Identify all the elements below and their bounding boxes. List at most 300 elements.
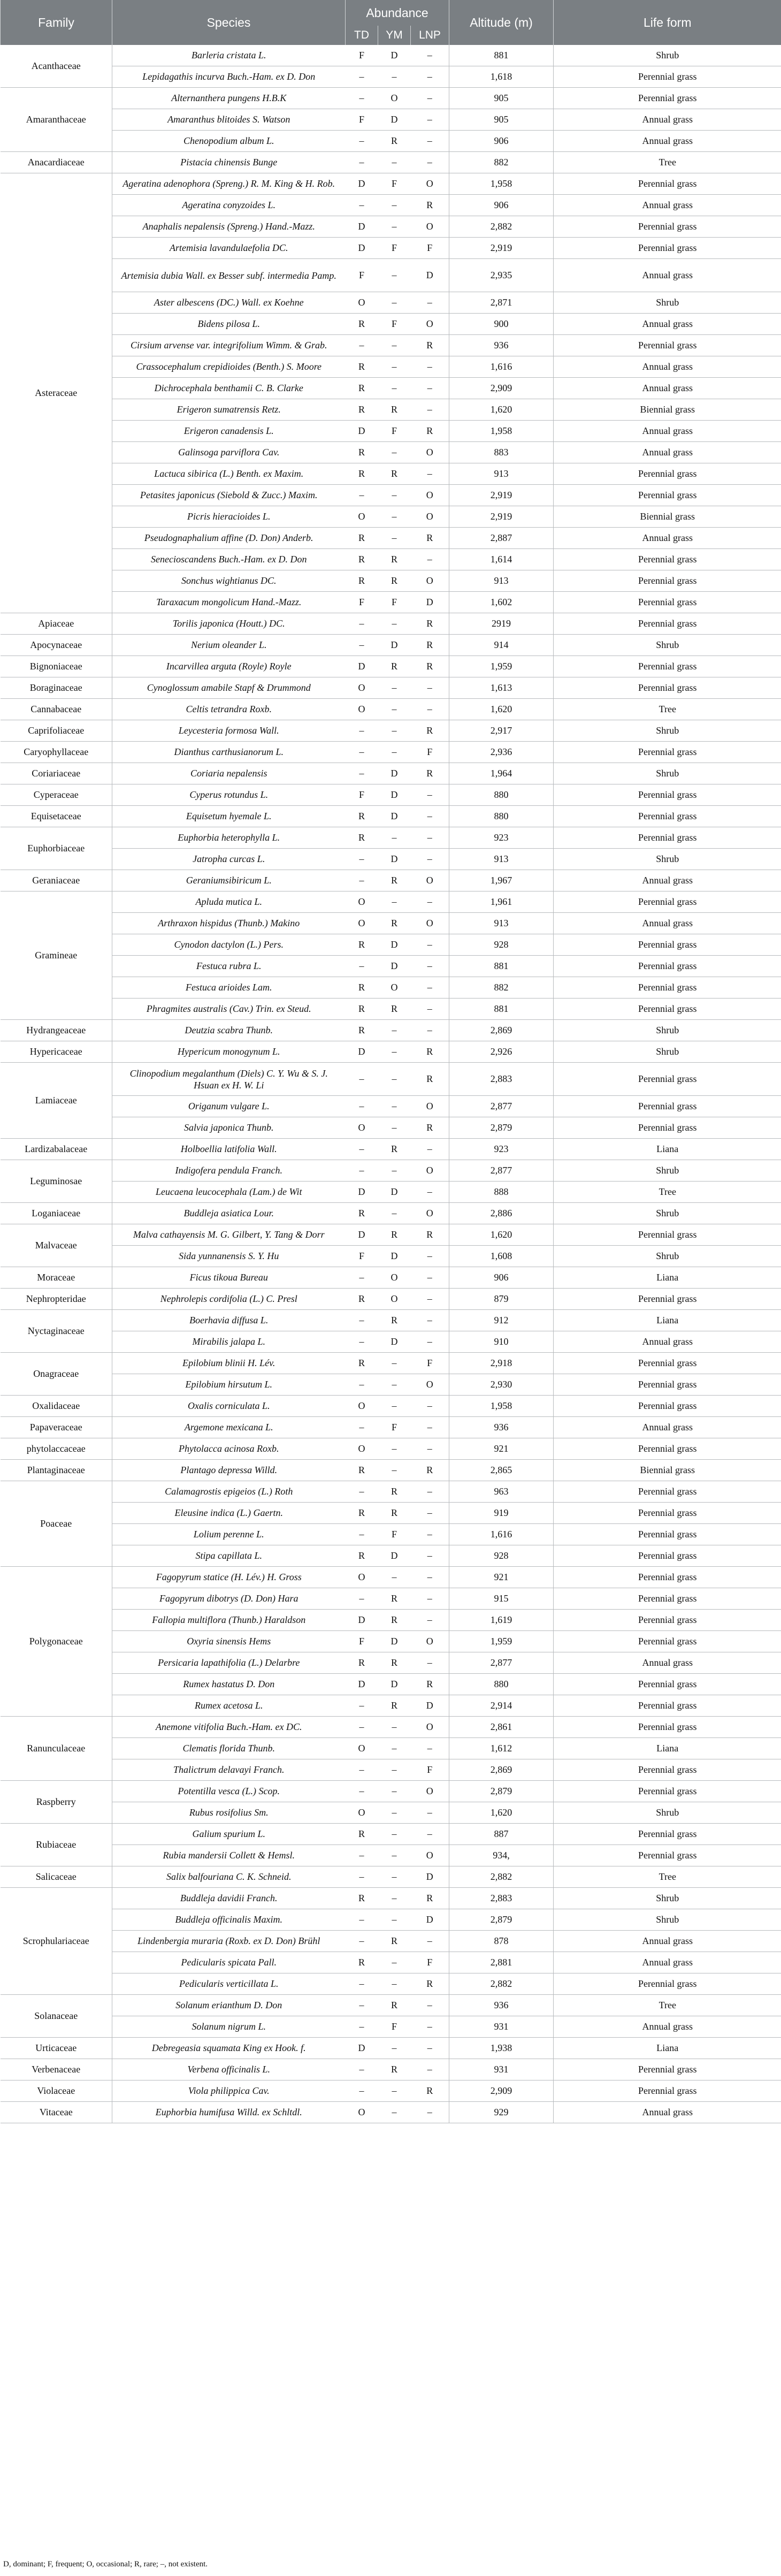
lnp-cell: –: [411, 1545, 449, 1567]
altitude-cell: 1,613: [449, 677, 554, 699]
table-row: [1, 1503, 781, 1524]
life-form-cell: Shrub: [554, 1909, 781, 1931]
life-form-cell: Perennial grass: [554, 1289, 781, 1310]
ym-cell: F: [378, 314, 411, 335]
family-cell: Euphorbiaceae: [1, 827, 112, 870]
altitude-cell: 2,886: [449, 1203, 554, 1224]
ym-cell: –: [378, 356, 411, 378]
ym-cell: O: [378, 1267, 411, 1289]
lnp-cell: –: [411, 1182, 449, 1203]
family-cell: Bignoniaceae: [1, 656, 112, 677]
table-row: [1, 849, 781, 870]
life-form-cell: Perennial grass: [554, 463, 781, 485]
altitude-cell: 2,877: [449, 1096, 554, 1117]
lnp-cell: –: [411, 152, 449, 173]
table-row: [1, 152, 781, 173]
table-body: [1, 45, 781, 2123]
td-cell: –: [346, 613, 378, 635]
species-cell: Lolium perenne L.: [112, 1524, 346, 1545]
species-cell: Cynoglossum amabile Stapf & Drummond: [112, 677, 346, 699]
ym-cell: –: [378, 66, 411, 88]
altitude-cell: 2,926: [449, 1041, 554, 1063]
td-cell: R: [346, 999, 378, 1020]
lnp-cell: –: [411, 1567, 449, 1588]
species-cell: Oxalis corniculata L.: [112, 1396, 346, 1417]
life-form-cell: Perennial grass: [554, 173, 781, 195]
lnp-cell: R: [411, 1674, 449, 1695]
table-row: [1, 109, 781, 131]
table-row: [1, 399, 781, 421]
table-row: [1, 1524, 781, 1545]
ym-cell: –: [378, 720, 411, 742]
species-cell: Erigeron canadensis L.: [112, 421, 346, 442]
altitude-cell: 2,930: [449, 1374, 554, 1396]
species-cell: Leycesteria formosa Wall.: [112, 720, 346, 742]
life-form-cell: Liana: [554, 2038, 781, 2059]
table-row: [1, 1802, 781, 1824]
species-cell: Cyperus rotundus L.: [112, 784, 346, 806]
lnp-cell: –: [411, 1503, 449, 1524]
family-cell: Polygonaceae: [1, 1567, 112, 1717]
lnp-cell: R: [411, 335, 449, 356]
family-cell: Apocynaceae: [1, 635, 112, 656]
life-form-cell: Annual grass: [554, 1417, 781, 1438]
life-form-cell: Perennial grass: [554, 1063, 781, 1096]
table-row: [1, 356, 781, 378]
td-cell: R: [346, 570, 378, 592]
ym-cell: –: [378, 152, 411, 173]
ym-cell: R: [378, 1931, 411, 1952]
td-cell: O: [346, 2102, 378, 2123]
family-cell: Urticaceae: [1, 2038, 112, 2059]
table-row: [1, 1182, 781, 1203]
ym-cell: –: [378, 1717, 411, 1738]
family-cell: Boraginaceae: [1, 677, 112, 699]
life-form-cell: Perennial grass: [554, 2059, 781, 2080]
ym-cell: –: [378, 1759, 411, 1781]
ym-cell: –: [378, 613, 411, 635]
life-form-cell: Perennial grass: [554, 999, 781, 1020]
table-row: [1, 934, 781, 956]
altitude-cell: 906: [449, 131, 554, 152]
family-cell: Plantaginaceae: [1, 1460, 112, 1481]
table-row: [1, 528, 781, 549]
ym-cell: R: [378, 463, 411, 485]
ym-cell: –: [378, 485, 411, 506]
table-row: [1, 699, 781, 720]
species-cell: Artemisia dubia Wall. ex Besser subf. intermedia Pamp.: [112, 259, 346, 292]
ym-cell: D: [378, 1674, 411, 1695]
td-cell: –: [346, 2080, 378, 2102]
species-cell: Cirsium arvense var. integrifolium Wimm. & Grab.: [112, 335, 346, 356]
ym-cell: F: [378, 1417, 411, 1438]
life-form-cell: Perennial grass: [554, 2080, 781, 2102]
life-form-cell: Perennial grass: [554, 784, 781, 806]
table-row: [1, 1824, 781, 1845]
lnp-cell: –: [411, 1438, 449, 1460]
table-row: [1, 442, 781, 463]
td-cell: R: [346, 314, 378, 335]
ym-cell: –: [378, 1160, 411, 1182]
td-cell: –: [346, 131, 378, 152]
life-form-cell: Perennial grass: [554, 1567, 781, 1588]
lnp-cell: O: [411, 1717, 449, 1738]
lnp-cell: F: [411, 1353, 449, 1374]
lnp-cell: O: [411, 1845, 449, 1866]
table-row: [1, 1631, 781, 1652]
td-cell: –: [346, 635, 378, 656]
td-cell: R: [346, 1353, 378, 1374]
lnp-cell: –: [411, 1417, 449, 1438]
altitude-cell: 936: [449, 1417, 554, 1438]
life-form-cell: Perennial grass: [554, 592, 781, 613]
altitude-cell: 2,871: [449, 292, 554, 314]
td-cell: F: [346, 1246, 378, 1267]
life-form-cell: Perennial grass: [554, 1224, 781, 1246]
life-form-cell: Perennial grass: [554, 1438, 781, 1460]
altitude-cell: 2,877: [449, 1160, 554, 1182]
ym-cell: O: [378, 1289, 411, 1310]
lnp-cell: –: [411, 1396, 449, 1417]
life-form-cell: Perennial grass: [554, 1481, 781, 1503]
altitude-cell: 2,919: [449, 485, 554, 506]
species-cell: Rubia mandersii Collett & Hemsl.: [112, 1845, 346, 1866]
lnp-cell: R: [411, 763, 449, 784]
life-form-cell: Biennial grass: [554, 399, 781, 421]
life-form-cell: Annual grass: [554, 109, 781, 131]
table-row: [1, 314, 781, 335]
td-cell: R: [346, 934, 378, 956]
species-cell: Ageratina conyzoides L.: [112, 195, 346, 216]
table-row: [1, 1888, 781, 1909]
altitude-cell: 929: [449, 2102, 554, 2123]
altitude-cell: 1,612: [449, 1738, 554, 1759]
family-cell: Rubiaceae: [1, 1824, 112, 1866]
life-form-cell: Perennial grass: [554, 1545, 781, 1567]
altitude-cell: 905: [449, 88, 554, 109]
td-cell: –: [346, 195, 378, 216]
species-cell: Pedicularis spicata Pall.: [112, 1952, 346, 1973]
life-form-cell: Shrub: [554, 1203, 781, 1224]
table-row: [1, 131, 781, 152]
family-cell: Scrophulariaceae: [1, 1888, 112, 1995]
altitude-cell: 1,961: [449, 891, 554, 913]
species-cell: Persicaria lapathifolia (L.) Delarbre: [112, 1652, 346, 1674]
lnp-cell: –: [411, 2059, 449, 2080]
species-cell: Holboellia latifolia Wall.: [112, 1139, 346, 1160]
altitude-cell: 880: [449, 784, 554, 806]
table-row: [1, 1781, 781, 1802]
lnp-cell: –: [411, 1481, 449, 1503]
family-cell: phytolaccaceae: [1, 1438, 112, 1460]
lnp-cell: –: [411, 131, 449, 152]
lnp-cell: –: [411, 956, 449, 977]
td-cell: R: [346, 1020, 378, 1041]
species-cell: Lactuca sibirica (L.) Benth. ex Maxim.: [112, 463, 346, 485]
table-row: [1, 1096, 781, 1117]
life-form-cell: Tree: [554, 1182, 781, 1203]
ym-cell: D: [378, 849, 411, 870]
life-form-cell: Perennial grass: [554, 891, 781, 913]
lnp-cell: –: [411, 1246, 449, 1267]
family-cell: Cannabaceae: [1, 699, 112, 720]
header-abundance: Abundance: [346, 0, 449, 26]
table-row: [1, 506, 781, 528]
td-cell: O: [346, 1738, 378, 1759]
life-form-cell: Perennial grass: [554, 549, 781, 570]
species-cell: Malva cathayensis M. G. Gilbert, Y. Tang & Dorr: [112, 1224, 346, 1246]
td-cell: –: [346, 1417, 378, 1438]
life-form-cell: Perennial grass: [554, 1524, 781, 1545]
lnp-cell: –: [411, 1588, 449, 1610]
lnp-cell: –: [411, 1824, 449, 1845]
lnp-cell: F: [411, 742, 449, 763]
lnp-cell: R: [411, 1460, 449, 1481]
altitude-cell: 2,936: [449, 742, 554, 763]
altitude-cell: 1,959: [449, 656, 554, 677]
header-family: Family: [1, 0, 112, 45]
td-cell: D: [346, 173, 378, 195]
life-form-cell: Perennial grass: [554, 934, 781, 956]
td-cell: –: [346, 1524, 378, 1545]
life-form-cell: Shrub: [554, 1246, 781, 1267]
td-cell: O: [346, 891, 378, 913]
lnp-cell: O: [411, 173, 449, 195]
life-form-cell: Perennial grass: [554, 1396, 781, 1417]
species-cell: Geraniumsibiricum L.: [112, 870, 346, 891]
table-row: [1, 2059, 781, 2080]
species-cell: Solanum erianthum D. Don: [112, 1995, 346, 2016]
family-cell: Apiaceae: [1, 613, 112, 635]
td-cell: O: [346, 506, 378, 528]
species-cell: Phytolacca acinosa Roxb.: [112, 1438, 346, 1460]
life-form-cell: Liana: [554, 1738, 781, 1759]
ym-cell: D: [378, 1246, 411, 1267]
table-row: [1, 956, 781, 977]
ym-cell: –: [378, 1567, 411, 1588]
td-cell: O: [346, 913, 378, 934]
ym-cell: F: [378, 2016, 411, 2038]
td-cell: –: [346, 2059, 378, 2080]
td-cell: –: [346, 720, 378, 742]
altitude-cell: 1,608: [449, 1246, 554, 1267]
species-cell: Pistacia chinensis Bunge: [112, 152, 346, 173]
life-form-cell: Liana: [554, 1267, 781, 1289]
life-form-cell: Annual grass: [554, 1652, 781, 1674]
lnp-cell: R: [411, 528, 449, 549]
family-cell: Raspberry: [1, 1781, 112, 1824]
td-cell: –: [346, 1866, 378, 1888]
family-cell: Loganiaceae: [1, 1203, 112, 1224]
altitude-cell: 881: [449, 999, 554, 1020]
altitude-cell: 913: [449, 463, 554, 485]
lnp-cell: –: [411, 827, 449, 849]
life-form-cell: Biennial grass: [554, 1460, 781, 1481]
life-form-cell: Annual grass: [554, 1331, 781, 1353]
table-row: [1, 1567, 781, 1588]
species-cell: Potentilla vesca (L.) Scop.: [112, 1781, 346, 1802]
td-cell: –: [346, 335, 378, 356]
life-form-cell: Perennial grass: [554, 1631, 781, 1652]
altitude-cell: 2,919: [449, 506, 554, 528]
altitude-cell: 2,879: [449, 1781, 554, 1802]
lnp-cell: O: [411, 1781, 449, 1802]
species-cell: Ficus tikoua Bureau: [112, 1267, 346, 1289]
life-form-cell: Perennial grass: [554, 656, 781, 677]
ym-cell: F: [378, 238, 411, 259]
td-cell: R: [346, 378, 378, 399]
life-form-cell: Shrub: [554, 1020, 781, 1041]
life-form-cell: Annual grass: [554, 913, 781, 934]
table-row: [1, 1331, 781, 1353]
altitude-cell: 882: [449, 152, 554, 173]
table-row: [1, 1160, 781, 1182]
td-cell: O: [346, 1438, 378, 1460]
ym-cell: R: [378, 1139, 411, 1160]
td-cell: –: [346, 485, 378, 506]
lnp-cell: F: [411, 1759, 449, 1781]
species-cell: Chenopodium album L.: [112, 131, 346, 152]
ym-cell: –: [378, 1117, 411, 1139]
family-cell: Acanthaceae: [1, 45, 112, 88]
lnp-cell: O: [411, 1374, 449, 1396]
td-cell: F: [346, 109, 378, 131]
family-cell: Asteraceae: [1, 173, 112, 613]
altitude-cell: 1,620: [449, 699, 554, 720]
td-cell: –: [346, 1717, 378, 1738]
td-cell: F: [346, 1631, 378, 1652]
td-cell: –: [346, 1481, 378, 1503]
ym-cell: D: [378, 806, 411, 827]
ym-cell: –: [378, 1952, 411, 1973]
life-form-cell: Perennial grass: [554, 1588, 781, 1610]
td-cell: O: [346, 699, 378, 720]
altitude-cell: 887: [449, 1824, 554, 1845]
td-cell: –: [346, 1374, 378, 1396]
species-cell: Arthraxon hispidus (Thunb.) Makino: [112, 913, 346, 934]
altitude-cell: 1,964: [449, 763, 554, 784]
lnp-cell: O: [411, 314, 449, 335]
life-form-cell: Perennial grass: [554, 1781, 781, 1802]
lnp-cell: –: [411, 1610, 449, 1631]
table-row: [1, 1545, 781, 1567]
family-cell: Onagraceae: [1, 1353, 112, 1396]
td-cell: R: [346, 806, 378, 827]
life-form-cell: Perennial grass: [554, 677, 781, 699]
lnp-cell: O: [411, 506, 449, 528]
family-cell: Caprifoliaceae: [1, 720, 112, 742]
lnp-cell: R: [411, 613, 449, 635]
table-row: [1, 549, 781, 570]
altitude-cell: 1,619: [449, 1610, 554, 1631]
species-cell: Lindenbergia muraria (Roxb. ex D. Don) Brühl: [112, 1931, 346, 1952]
lnp-cell: R: [411, 720, 449, 742]
table-row: [1, 677, 781, 699]
species-cell: Clematis florida Thunb.: [112, 1738, 346, 1759]
table-row: [1, 592, 781, 613]
table-row: [1, 1020, 781, 1041]
species-cell: Festuca arioides Lam.: [112, 977, 346, 999]
table-row: [1, 1717, 781, 1738]
altitude-cell: 883: [449, 442, 554, 463]
lnp-cell: R: [411, 1063, 449, 1096]
lnp-cell: –: [411, 88, 449, 109]
ym-cell: D: [378, 1331, 411, 1353]
table-row: [1, 45, 781, 66]
table-row: [1, 335, 781, 356]
table-row: [1, 763, 781, 784]
table-row: [1, 1224, 781, 1246]
header-altitude: Altitude (m): [449, 0, 554, 45]
table-row: [1, 1438, 781, 1460]
life-form-cell: Perennial grass: [554, 1695, 781, 1717]
altitude-cell: 2,865: [449, 1460, 554, 1481]
table-row: [1, 1588, 781, 1610]
life-form-cell: Perennial grass: [554, 1353, 781, 1374]
td-cell: –: [346, 1096, 378, 1117]
ym-cell: R: [378, 1481, 411, 1503]
ym-cell: –: [378, 827, 411, 849]
species-cell: Taraxacum mongolicum Hand.-Mazz.: [112, 592, 346, 613]
td-cell: R: [346, 827, 378, 849]
lnp-cell: O: [411, 870, 449, 891]
td-cell: F: [346, 592, 378, 613]
ym-cell: –: [378, 699, 411, 720]
altitude-cell: 2,887: [449, 528, 554, 549]
table-row: [1, 238, 781, 259]
life-form-cell: Perennial grass: [554, 977, 781, 999]
life-form-cell: Annual grass: [554, 314, 781, 335]
species-cell: Rubus rosifolius Sm.: [112, 1802, 346, 1824]
ym-cell: D: [378, 635, 411, 656]
td-cell: –: [346, 1759, 378, 1781]
family-cell: Coriariaceae: [1, 763, 112, 784]
family-cell: Lamiaceae: [1, 1063, 112, 1139]
td-cell: –: [346, 1331, 378, 1353]
table-header: [1, 0, 781, 45]
life-form-cell: Annual grass: [554, 442, 781, 463]
family-cell: Ranunculaceae: [1, 1717, 112, 1781]
life-form-cell: Shrub: [554, 763, 781, 784]
altitude-cell: 1,938: [449, 2038, 554, 2059]
table-row: [1, 1310, 781, 1331]
altitude-cell: 914: [449, 635, 554, 656]
ym-cell: –: [378, 292, 411, 314]
lnp-cell: –: [411, 977, 449, 999]
altitude-cell: 2,909: [449, 378, 554, 399]
lnp-cell: –: [411, 677, 449, 699]
table-row: [1, 1845, 781, 1866]
lnp-cell: O: [411, 1631, 449, 1652]
species-cell: Salvia japonica Thunb.: [112, 1117, 346, 1139]
ym-cell: R: [378, 1995, 411, 2016]
altitude-cell: 936: [449, 335, 554, 356]
altitude-cell: 931: [449, 2016, 554, 2038]
table-row: [1, 1995, 781, 2016]
td-cell: –: [346, 152, 378, 173]
altitude-cell: 963: [449, 1481, 554, 1503]
table-row: [1, 421, 781, 442]
family-cell: Oxalidaceae: [1, 1396, 112, 1417]
ym-cell: R: [378, 913, 411, 934]
lnp-cell: R: [411, 1224, 449, 1246]
table-row: [1, 806, 781, 827]
lnp-cell: –: [411, 2102, 449, 2123]
lnp-cell: –: [411, 2038, 449, 2059]
family-cell: Nephropteridae: [1, 1289, 112, 1310]
family-cell: Amaranthaceae: [1, 88, 112, 152]
life-form-cell: Tree: [554, 699, 781, 720]
